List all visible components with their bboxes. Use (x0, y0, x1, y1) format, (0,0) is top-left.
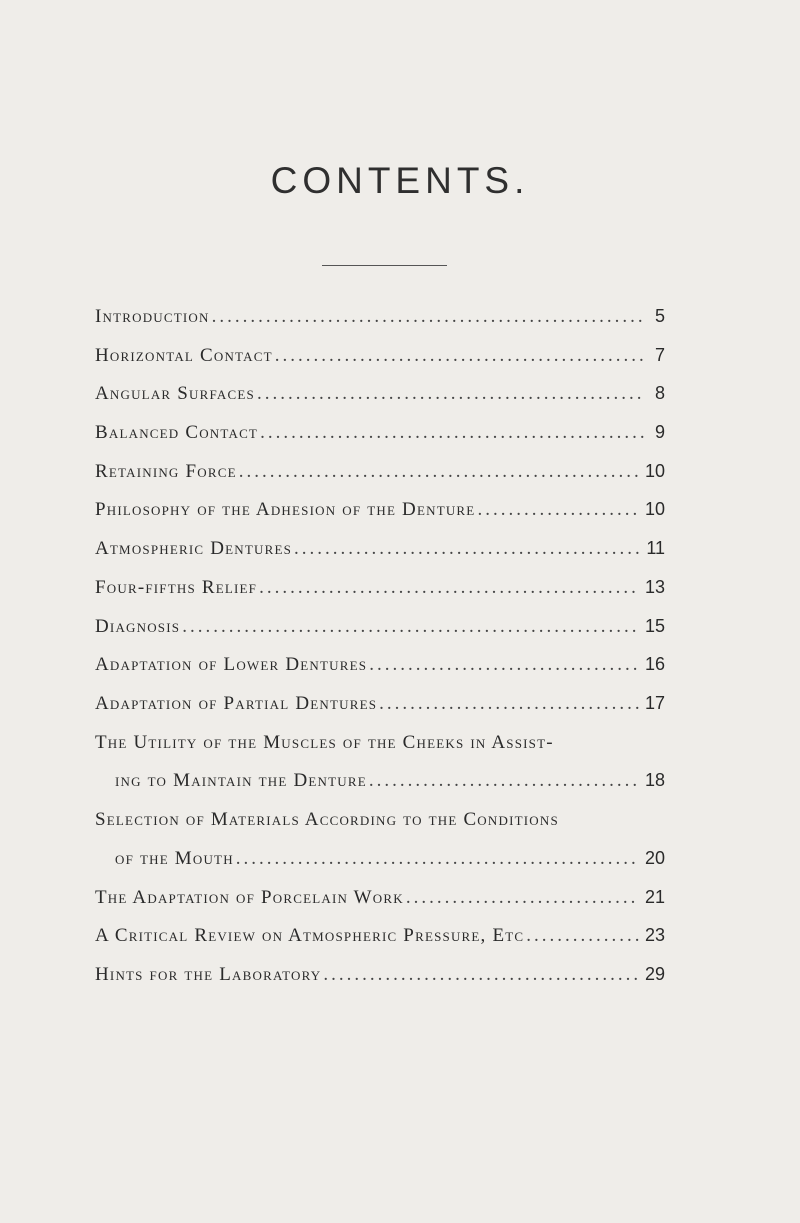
dot-leader (406, 887, 639, 909)
dot-leader (379, 693, 639, 715)
dot-leader (239, 461, 639, 483)
page-number: 5 (654, 306, 665, 326)
entry-title: Adaptation of Partial Dentures (95, 692, 378, 714)
toc-entry-retaining-force[interactable] (95, 461, 665, 500)
toc-entry-horizontal-contact[interactable] (95, 345, 665, 384)
page-number: 13 (644, 576, 665, 597)
entry-title: Introduction (95, 306, 210, 327)
page-number: 17 (644, 692, 665, 713)
dot-leader (275, 345, 645, 367)
entry-title: The Adaptation of Porcelain Work (95, 886, 404, 908)
entry-title: A Critical Review on Atmospheric Pressure, Etc (95, 925, 525, 947)
entry-title: Balanced Contact (95, 422, 259, 444)
toc-entry-adaptation-lower-dentures[interactable] (95, 654, 665, 693)
page-number: 15 (644, 615, 665, 636)
dot-leader (323, 964, 639, 986)
page-number: 10 (644, 499, 665, 520)
entry-title-line-2: of the Mouth (115, 847, 234, 869)
page-number: 18 (644, 770, 665, 791)
entry-title-line-1: The Utility of the Muscles of the Cheeks in Assist- (95, 731, 554, 753)
dot-leader (236, 848, 639, 870)
toc-entry-angular-surfaces[interactable] (95, 383, 665, 422)
dot-leader (477, 499, 639, 521)
page-number: 29 (644, 963, 665, 984)
page-number: 23 (644, 925, 665, 946)
entry-title-line-2: ing to Maintain the Denture (115, 770, 367, 792)
entry-title: Diagnosis (95, 615, 181, 637)
toc-entry-critical-review[interactable] (95, 925, 665, 964)
entry-title: Hints for the Laboratory (95, 963, 322, 985)
entry-title: Horizontal Contact (95, 344, 273, 366)
toc-entry-philosophy-of-adhesion[interactable] (95, 499, 665, 538)
toc-entry-diagnosis[interactable] (95, 616, 665, 655)
toc-entry-balanced-contact[interactable] (95, 422, 665, 461)
entry-title-line-1: Selection of Materials According to the Conditions (95, 809, 559, 831)
page-number: 7 (654, 344, 665, 365)
entry-title: Retaining Force (95, 460, 237, 482)
dot-leader (369, 654, 639, 676)
page-number: 21 (644, 886, 665, 907)
toc-entry-utility-of-muscles[interactable] (95, 732, 665, 810)
toc-entry-introduction[interactable] (95, 306, 665, 345)
page-number: 16 (644, 654, 665, 675)
table-of-contents (95, 306, 665, 1003)
dot-leader (526, 925, 639, 947)
toc-entry-selection-of-materials[interactable] (95, 809, 665, 887)
entry-title: Philosophy of the Adhesion of the Denture (95, 499, 476, 521)
dot-leader (294, 538, 640, 560)
entry-title: Adaptation of Lower Dentures (95, 654, 368, 676)
page-number: 10 (644, 460, 665, 481)
title-divider (322, 265, 447, 266)
dot-leader (182, 616, 639, 638)
toc-entry-hints-for-laboratory[interactable] (95, 964, 665, 1003)
toc-entry-atmospheric-dentures[interactable] (95, 538, 665, 577)
toc-entry-adaptation-partial-dentures[interactable] (95, 693, 665, 732)
page-number: 20 (644, 847, 665, 868)
dot-leader (212, 306, 645, 328)
page-number: 11 (646, 538, 665, 559)
page-title: CONTENTS. (270, 160, 530, 201)
dot-leader (257, 383, 645, 405)
toc-entry-porcelain-work[interactable] (95, 887, 665, 926)
entry-title: Four-fifths Relief (95, 576, 258, 598)
entry-title: Atmospheric Dentures (95, 538, 293, 560)
entry-title: Angular Surfaces (95, 383, 255, 405)
page-number: 8 (654, 383, 665, 404)
toc-entry-four-fifths-relief[interactable] (95, 577, 665, 616)
dot-leader (259, 577, 639, 599)
dot-leader (369, 770, 639, 792)
dot-leader (260, 422, 645, 444)
page-number: 9 (654, 422, 665, 443)
